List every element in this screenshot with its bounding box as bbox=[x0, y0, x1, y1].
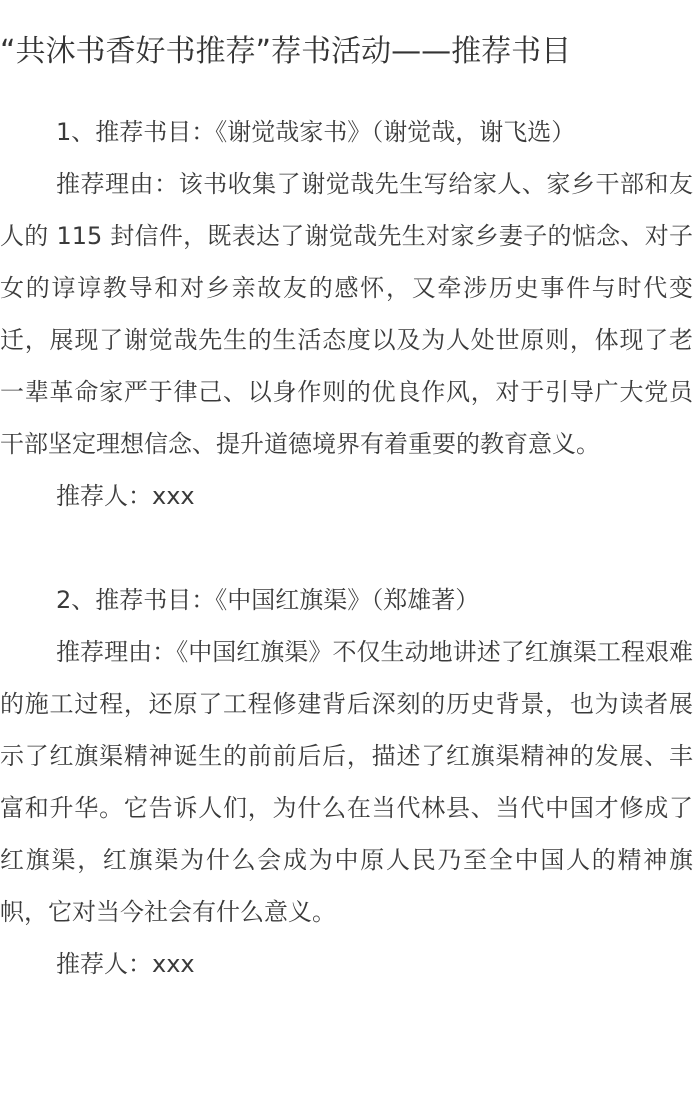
book-entry-1 bbox=[0, 106, 693, 522]
book-1-reason: 推荐理由：该书收集了谢觉哉先生写给家人、家乡干部和友人的 115 封信件，既表达了谢觉哉先生对家乡妻子的惦念、对子女的谆谆教导和对乡亲故友的感怀，又牵涉历史事件与时代变迁，展现了谢觉哉先生的生活态度以及为人处世原则，体现了老一辈革命家严于律己、以身作则的优良作风，对于引导广大党员干部坚定理想信念、提升道德境界有着重要的教育意义。 bbox=[0, 170, 693, 458]
book-2-recommender: 推荐人：xxx bbox=[56, 950, 195, 978]
section-gap bbox=[0, 522, 693, 574]
book-1-heading: 1、推荐书目：《谢觉哉家书》（谢觉哉，谢飞选） bbox=[56, 118, 576, 146]
book-2-heading: 2、推荐书目：《中国红旗渠》（郑雄著） bbox=[56, 586, 480, 614]
book-1-recommender: 推荐人：xxx bbox=[56, 482, 195, 510]
page-title: “共沐书香好书推荐”荐书活动——推荐书目 bbox=[0, 34, 572, 69]
book-2-reason: 推荐理由：《中国红旗渠》不仅生动地讲述了红旗渠工程艰难的施工过程，还原了工程修建背后深刻的历史背景，也为读者展示了红旗渠精神诞生的前前后后，描述了红旗渠精神的发展、丰富和升华。它告诉人们，为什么在当代林县、当代中国才修成了红旗渠，红旗渠为什么会成为中原人民乃至全中国人的精神旗帜，它对当今社会有什么意义。 bbox=[0, 638, 693, 926]
book-entry-2 bbox=[0, 574, 693, 990]
document-body bbox=[0, 106, 693, 990]
